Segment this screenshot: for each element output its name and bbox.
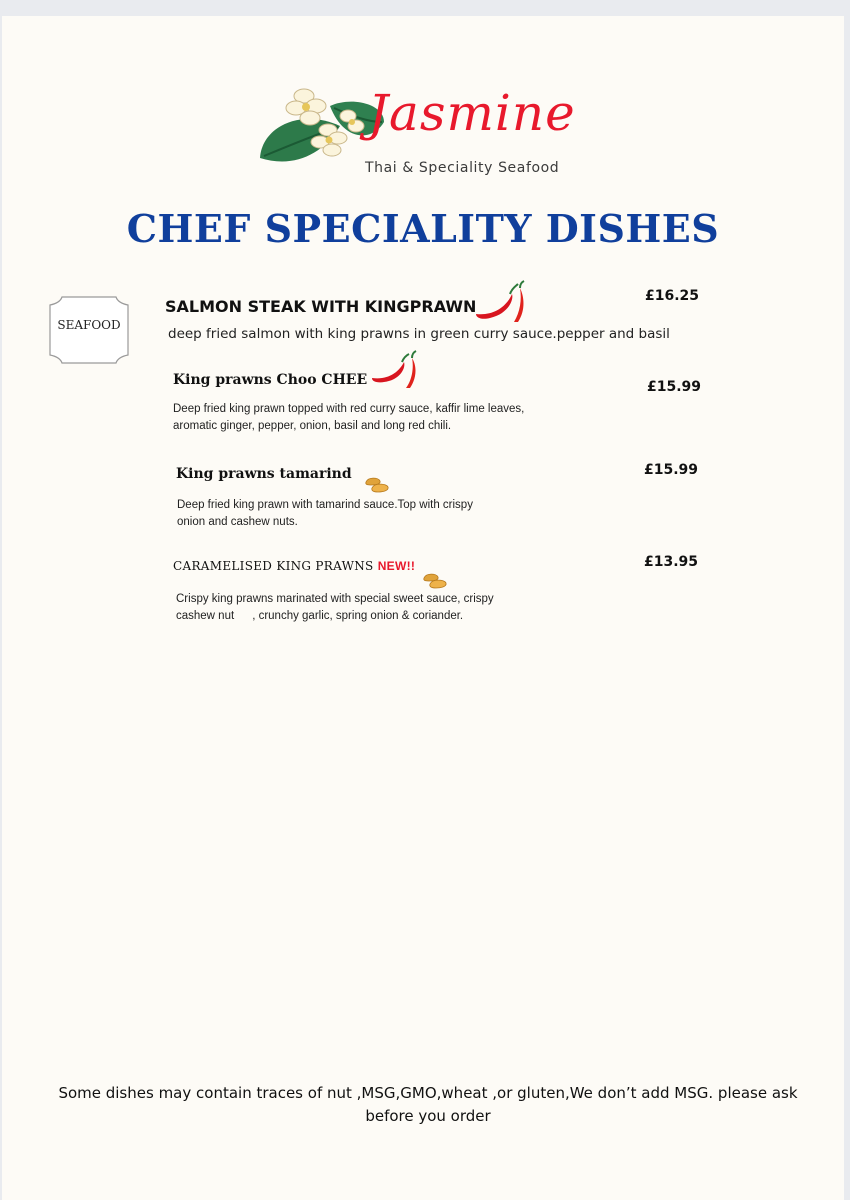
cashew-nut-icon — [422, 572, 448, 590]
cashew-nut-icon — [364, 476, 390, 494]
dish-price-tamarind: £15.99 — [644, 462, 699, 478]
dish-desc-caramelised-part1: Crispy king prawns marinated with special sweet sauce, crispy cashew nut — [176, 593, 494, 622]
dish-desc-tamarind: Deep fried king prawn with tamarind sauce.Top with crispy onion and cashew nuts. — [177, 499, 473, 528]
chili-pepper-icon — [370, 350, 420, 390]
dish-desc-salmon: deep fried salmon with king prawns in green curry sauce.pepper and basil — [168, 326, 670, 342]
brand-tagline: Thai & Speciality Seafood — [365, 160, 560, 176]
page-title: CHEF SPECIALITY DISHES — [126, 206, 720, 251]
dish-desc-caramelised — [176, 591, 496, 624]
dish-desc-caramelised-part2: , crunchy garlic, spring onion & coriander. — [252, 609, 464, 622]
chili-pepper-icon — [472, 280, 528, 324]
dish-name-caramelised — [173, 559, 415, 573]
dish-price-salmon: £16.25 — [645, 288, 700, 304]
dish-price-choo-chee: £15.99 — [647, 379, 702, 395]
dish-name-caramelised-text: CARAMELISED KING PRAWNS — [173, 559, 374, 573]
dish-desc-choo-chee: Deep fried king prawn topped with red curry sauce, kaffir lime leaves, aromatic ginger, pepper, onion, basil and long red chili. — [173, 403, 525, 432]
new-badge: NEW!! — [377, 559, 416, 573]
brand-name: Jasmine — [368, 84, 576, 142]
menu-page — [2, 16, 844, 1200]
allergen-notice: Some dishes may contain traces of nut ,MSG,GMO,wheat ,or gluten,We don’t add MSG. please ask before you order — [58, 1084, 798, 1125]
dish-price-caramelised: £13.95 — [644, 554, 699, 570]
section-badge: SEAFOOD — [57, 318, 121, 332]
dish-name-tamarind: King prawns tamarind — [176, 466, 352, 482]
dish-name-choo-chee: King prawns Choo CHEE — [173, 372, 368, 388]
dish-name-salmon: SALMON STEAK WITH KINGPRAWN — [165, 297, 477, 316]
